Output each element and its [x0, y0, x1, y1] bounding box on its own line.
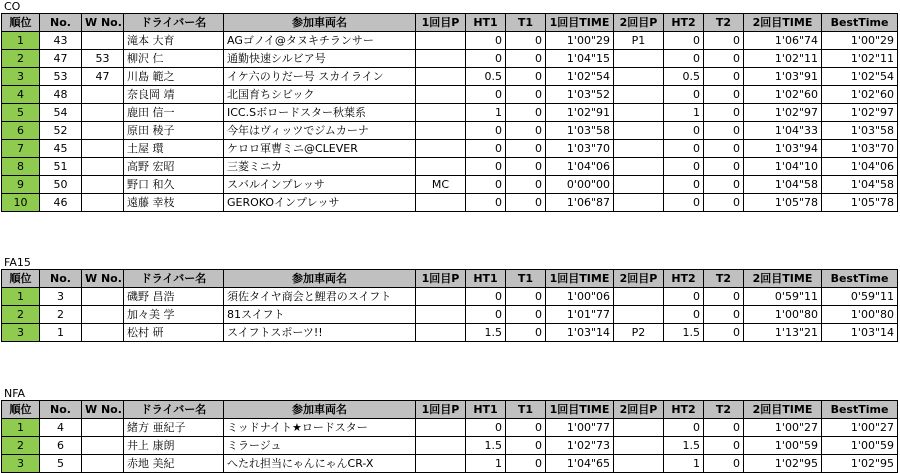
column-header-p2: 2回目P — [614, 401, 664, 419]
cell-time2: 1'06"74 — [744, 32, 822, 50]
cell-best: 1'04"58 — [822, 176, 898, 194]
table-row — [2, 32, 898, 50]
cell-t2: 0 — [704, 68, 744, 86]
cell-time1: 1'04"65 — [546, 455, 614, 473]
cell-p1 — [416, 419, 466, 437]
cell-ht2: 0 — [664, 419, 704, 437]
cell-time2: 1'04"58 — [744, 176, 822, 194]
cell-w-no — [82, 306, 124, 324]
cell-t1: 0 — [506, 306, 546, 324]
cell-p1 — [416, 68, 466, 86]
column-header-w-no: W No. — [82, 401, 124, 419]
column-header-ht2: HT2 — [664, 401, 704, 419]
cell-no: 50 — [40, 176, 82, 194]
section-title: NFA — [4, 387, 26, 400]
column-header-p1: 1回目P — [416, 401, 466, 419]
cell-w-no: 53 — [82, 50, 124, 68]
cell-p1 — [416, 122, 466, 140]
cell-car: スバルインプレッサ — [224, 176, 416, 194]
cell-t2: 0 — [704, 194, 744, 212]
table-row — [2, 419, 898, 437]
column-header-rank: 順位 — [2, 14, 40, 32]
table-row — [2, 455, 898, 473]
cell-best: 1'02"54 — [822, 68, 898, 86]
cell-ht1: 0 — [466, 140, 506, 158]
cell-best: 1'02"11 — [822, 50, 898, 68]
cell-ht2: 0 — [664, 122, 704, 140]
cell-t2: 0 — [704, 324, 744, 342]
results-table — [1, 400, 898, 473]
cell-best: 1'00"29 — [822, 32, 898, 50]
cell-rank: 1 — [2, 419, 40, 437]
cell-p2 — [614, 419, 664, 437]
cell-time2: 1'13"21 — [744, 324, 822, 342]
cell-no: 52 — [40, 122, 82, 140]
cell-car: 三菱ミニカ — [224, 158, 416, 176]
cell-driver: 柳沢 仁 — [124, 50, 224, 68]
cell-t2: 0 — [704, 176, 744, 194]
cell-p2 — [614, 306, 664, 324]
cell-car: 須佐タイヤ商会と鯉君のスイフト — [224, 288, 416, 306]
cell-ht2: 0 — [664, 306, 704, 324]
cell-p2 — [614, 140, 664, 158]
cell-rank: 1 — [2, 288, 40, 306]
cell-rank: 7 — [2, 140, 40, 158]
cell-no: 54 — [40, 104, 82, 122]
cell-rank: 6 — [2, 122, 40, 140]
cell-p1 — [416, 194, 466, 212]
cell-no: 2 — [40, 306, 82, 324]
column-header-rank: 順位 — [2, 401, 40, 419]
column-header-ht2: HT2 — [664, 270, 704, 288]
cell-ht1: 0.5 — [466, 68, 506, 86]
column-header-no: No. — [40, 270, 82, 288]
table-row — [2, 86, 898, 104]
cell-driver: 加々美 学 — [124, 306, 224, 324]
cell-p2 — [614, 86, 664, 104]
cell-ht1: 1.5 — [466, 437, 506, 455]
cell-car: ケロロ軍曹ミニ@CLEVER — [224, 140, 416, 158]
column-header-rank: 順位 — [2, 270, 40, 288]
cell-best: 1'00"59 — [822, 437, 898, 455]
cell-t1: 0 — [506, 176, 546, 194]
cell-t1: 0 — [506, 32, 546, 50]
cell-ht1: 0 — [466, 194, 506, 212]
cell-time2: 1'00"27 — [744, 419, 822, 437]
cell-p2 — [614, 288, 664, 306]
cell-p1 — [416, 104, 466, 122]
cell-time2: 1'02"60 — [744, 86, 822, 104]
cell-driver: 原田 稜子 — [124, 122, 224, 140]
cell-t2: 0 — [704, 50, 744, 68]
cell-car: ミッドナイト★ロードスター — [224, 419, 416, 437]
cell-p1 — [416, 158, 466, 176]
cell-best: 1'03"58 — [822, 122, 898, 140]
cell-ht2: 0 — [664, 50, 704, 68]
cell-rank: 8 — [2, 158, 40, 176]
column-header-car: 参加車両名 — [224, 401, 416, 419]
cell-t1: 0 — [506, 68, 546, 86]
cell-ht1: 1.5 — [466, 324, 506, 342]
column-header-ht1: HT1 — [466, 270, 506, 288]
table-row — [2, 324, 898, 342]
cell-w-no — [82, 419, 124, 437]
table-row — [2, 437, 898, 455]
cell-ht1: 0 — [466, 306, 506, 324]
cell-ht2: 0 — [664, 158, 704, 176]
cell-time2: 1'05"78 — [744, 194, 822, 212]
cell-rank: 10 — [2, 194, 40, 212]
column-header-car: 参加車両名 — [224, 270, 416, 288]
column-header-p2: 2回目P — [614, 14, 664, 32]
cell-p1 — [416, 50, 466, 68]
cell-p2 — [614, 437, 664, 455]
cell-p1 — [416, 306, 466, 324]
cell-time2: 1'02"11 — [744, 50, 822, 68]
results-section — [0, 387, 900, 473]
column-header-t1: T1 — [506, 14, 546, 32]
column-header-t2: T2 — [704, 14, 744, 32]
results-table — [1, 269, 898, 342]
cell-t2: 0 — [704, 306, 744, 324]
section-title: CO — [4, 0, 21, 13]
column-header-best: BestTime — [822, 270, 898, 288]
cell-ht1: 0 — [466, 32, 506, 50]
cell-car: 81スイフト — [224, 306, 416, 324]
cell-ht1: 0 — [466, 288, 506, 306]
cell-ht2: 0 — [664, 86, 704, 104]
cell-time1: 1'03"70 — [546, 140, 614, 158]
cell-p1: MC — [416, 176, 466, 194]
cell-p2 — [614, 158, 664, 176]
cell-time2: 1'02"95 — [744, 455, 822, 473]
cell-rank: 2 — [2, 50, 40, 68]
cell-no: 53 — [40, 68, 82, 86]
cell-car: ICC.Sボロードスター秋葉系 — [224, 104, 416, 122]
cell-p2: P1 — [614, 32, 664, 50]
cell-ht2: 0 — [664, 32, 704, 50]
column-header-driver: ドライバー名 — [124, 270, 224, 288]
column-header-best: BestTime — [822, 14, 898, 32]
cell-ht2: 1 — [664, 104, 704, 122]
column-header-t1: T1 — [506, 401, 546, 419]
cell-driver: 滝本 大育 — [124, 32, 224, 50]
cell-best: 1'02"60 — [822, 86, 898, 104]
cell-ht2: 0 — [664, 176, 704, 194]
cell-time1: 1'00"77 — [546, 419, 614, 437]
column-header-car: 参加車両名 — [224, 14, 416, 32]
cell-time1: 1'04"06 — [546, 158, 614, 176]
column-header-w-no: W No. — [82, 14, 124, 32]
cell-t1: 0 — [506, 158, 546, 176]
cell-rank: 4 — [2, 86, 40, 104]
cell-p1 — [416, 455, 466, 473]
cell-w-no — [82, 32, 124, 50]
column-header-no: No. — [40, 14, 82, 32]
table-row — [2, 158, 898, 176]
cell-car: ミラージュ — [224, 437, 416, 455]
cell-t1: 0 — [506, 324, 546, 342]
cell-w-no — [82, 86, 124, 104]
cell-p1 — [416, 86, 466, 104]
cell-rank: 2 — [2, 437, 40, 455]
cell-ht1: 1 — [466, 104, 506, 122]
cell-t2: 0 — [704, 455, 744, 473]
cell-w-no — [82, 288, 124, 306]
cell-w-no — [82, 140, 124, 158]
cell-t1: 0 — [506, 122, 546, 140]
column-header-ht1: HT1 — [466, 401, 506, 419]
column-header-time1: 1回目TIME — [546, 14, 614, 32]
cell-t1: 0 — [506, 419, 546, 437]
cell-ht2: 1.5 — [664, 324, 704, 342]
cell-t2: 0 — [704, 140, 744, 158]
cell-time1: 1'02"73 — [546, 437, 614, 455]
results-section — [0, 0, 900, 212]
cell-p1 — [416, 288, 466, 306]
cell-no: 43 — [40, 32, 82, 50]
cell-driver: 川島 範之 — [124, 68, 224, 86]
table-row — [2, 194, 898, 212]
cell-car: 今年はヴィッツでジムカーナ — [224, 122, 416, 140]
cell-p2 — [614, 50, 664, 68]
cell-ht2: 1.5 — [664, 437, 704, 455]
cell-rank: 3 — [2, 324, 40, 342]
cell-best: 1'00"27 — [822, 419, 898, 437]
cell-ht1: 0 — [466, 50, 506, 68]
cell-no: 46 — [40, 194, 82, 212]
cell-p1 — [416, 324, 466, 342]
table-row — [2, 306, 898, 324]
cell-driver: 遠藤 幸枝 — [124, 194, 224, 212]
cell-time1: 0'00"00 — [546, 176, 614, 194]
cell-t2: 0 — [704, 288, 744, 306]
cell-no: 48 — [40, 86, 82, 104]
cell-t1: 0 — [506, 86, 546, 104]
cell-time1: 1'00"06 — [546, 288, 614, 306]
cell-time1: 1'03"14 — [546, 324, 614, 342]
cell-time2: 1'00"59 — [744, 437, 822, 455]
table-row — [2, 104, 898, 122]
section-title: FA15 — [4, 256, 31, 269]
column-header-driver: ドライバー名 — [124, 401, 224, 419]
cell-rank: 1 — [2, 32, 40, 50]
cell-ht2: 0 — [664, 140, 704, 158]
cell-w-no — [82, 324, 124, 342]
cell-driver: 鹿田 信一 — [124, 104, 224, 122]
cell-t1: 0 — [506, 104, 546, 122]
cell-time2: 1'02"97 — [744, 104, 822, 122]
cell-best: 1'05"78 — [822, 194, 898, 212]
cell-rank: 3 — [2, 68, 40, 86]
cell-car: 通勤快速シルビア号 — [224, 50, 416, 68]
cell-t1: 0 — [506, 455, 546, 473]
cell-time1: 1'01"77 — [546, 306, 614, 324]
cell-driver: 奈良岡 靖 — [124, 86, 224, 104]
results-section — [0, 256, 900, 342]
cell-time1: 1'06"87 — [546, 194, 614, 212]
cell-p2 — [614, 68, 664, 86]
cell-t2: 0 — [704, 86, 744, 104]
column-header-p2: 2回目P — [614, 270, 664, 288]
cell-rank: 3 — [2, 455, 40, 473]
cell-driver: 松村 研 — [124, 324, 224, 342]
cell-no: 45 — [40, 140, 82, 158]
cell-time2: 1'03"91 — [744, 68, 822, 86]
cell-t2: 0 — [704, 437, 744, 455]
column-header-time2: 2回目TIME — [744, 14, 822, 32]
cell-p1 — [416, 437, 466, 455]
column-header-t2: T2 — [704, 270, 744, 288]
column-header-p1: 1回目P — [416, 270, 466, 288]
column-header-time1: 1回目TIME — [546, 401, 614, 419]
cell-time1: 1'03"58 — [546, 122, 614, 140]
cell-car: AGゴノイ@タヌキチランサー — [224, 32, 416, 50]
cell-no: 1 — [40, 324, 82, 342]
cell-car: スイフトスポーツ!! — [224, 324, 416, 342]
cell-best: 1'02"95 — [822, 455, 898, 473]
cell-ht1: 0 — [466, 86, 506, 104]
cell-time2: 1'00"80 — [744, 306, 822, 324]
cell-w-no — [82, 194, 124, 212]
cell-t2: 0 — [704, 158, 744, 176]
cell-time2: 1'03"94 — [744, 140, 822, 158]
cell-t1: 0 — [506, 194, 546, 212]
cell-driver: 井上 康朗 — [124, 437, 224, 455]
cell-p1 — [416, 140, 466, 158]
header-row — [2, 14, 898, 32]
column-header-time2: 2回目TIME — [744, 401, 822, 419]
cell-t2: 0 — [704, 122, 744, 140]
cell-time1: 1'04"15 — [546, 50, 614, 68]
column-header-p1: 1回目P — [416, 14, 466, 32]
cell-no: 47 — [40, 50, 82, 68]
cell-p1 — [416, 32, 466, 50]
cell-car: GEROKOインプレッサ — [224, 194, 416, 212]
cell-rank: 9 — [2, 176, 40, 194]
cell-w-no: 47 — [82, 68, 124, 86]
cell-rank: 5 — [2, 104, 40, 122]
results-table — [1, 13, 898, 212]
cell-time1: 1'02"54 — [546, 68, 614, 86]
cell-no: 5 — [40, 455, 82, 473]
cell-driver: 野口 和久 — [124, 176, 224, 194]
cell-t2: 0 — [704, 104, 744, 122]
column-header-ht1: HT1 — [466, 14, 506, 32]
cell-best: 1'00"80 — [822, 306, 898, 324]
cell-p2 — [614, 194, 664, 212]
cell-best: 0'59"11 — [822, 288, 898, 306]
cell-p2 — [614, 104, 664, 122]
cell-best: 1'03"14 — [822, 324, 898, 342]
cell-t1: 0 — [506, 288, 546, 306]
column-header-w-no: W No. — [82, 270, 124, 288]
column-header-best: BestTime — [822, 401, 898, 419]
cell-ht1: 0 — [466, 158, 506, 176]
cell-w-no — [82, 176, 124, 194]
cell-w-no — [82, 122, 124, 140]
column-header-ht2: HT2 — [664, 14, 704, 32]
cell-t1: 0 — [506, 437, 546, 455]
table-row — [2, 140, 898, 158]
cell-driver: 赤地 美紀 — [124, 455, 224, 473]
cell-w-no — [82, 104, 124, 122]
cell-no: 6 — [40, 437, 82, 455]
table-row — [2, 122, 898, 140]
cell-driver: 高野 宏昭 — [124, 158, 224, 176]
table-row — [2, 176, 898, 194]
cell-no: 4 — [40, 419, 82, 437]
cell-ht1: 0 — [466, 176, 506, 194]
header-row — [2, 270, 898, 288]
table-row — [2, 288, 898, 306]
cell-ht2: 1 — [664, 455, 704, 473]
cell-driver: 磯野 昌浩 — [124, 288, 224, 306]
cell-ht1: 0 — [466, 122, 506, 140]
cell-t1: 0 — [506, 140, 546, 158]
cell-best: 1'02"97 — [822, 104, 898, 122]
cell-w-no — [82, 455, 124, 473]
cell-p2 — [614, 122, 664, 140]
cell-car: イケ六のりだー号 スカイライン — [224, 68, 416, 86]
cell-driver: 緒方 亜紀子 — [124, 419, 224, 437]
column-header-driver: ドライバー名 — [124, 14, 224, 32]
cell-ht2: 0 — [664, 288, 704, 306]
cell-ht2: 0.5 — [664, 68, 704, 86]
cell-w-no — [82, 158, 124, 176]
cell-time1: 1'02"91 — [546, 104, 614, 122]
cell-t2: 0 — [704, 32, 744, 50]
cell-driver: 土屋 環 — [124, 140, 224, 158]
table-row — [2, 68, 898, 86]
column-header-t2: T2 — [704, 401, 744, 419]
column-header-time1: 1回目TIME — [546, 270, 614, 288]
cell-time2: 1'04"10 — [744, 158, 822, 176]
cell-ht2: 0 — [664, 194, 704, 212]
cell-rank: 2 — [2, 306, 40, 324]
cell-time2: 1'04"33 — [744, 122, 822, 140]
cell-ht1: 1 — [466, 455, 506, 473]
cell-t2: 0 — [704, 419, 744, 437]
header-row — [2, 401, 898, 419]
cell-p2: P2 — [614, 324, 664, 342]
cell-t1: 0 — [506, 50, 546, 68]
cell-p2 — [614, 455, 664, 473]
cell-best: 1'03"70 — [822, 140, 898, 158]
cell-car: へたれ担当にゃんにゃんCR-X — [224, 455, 416, 473]
cell-time1: 1'00"29 — [546, 32, 614, 50]
cell-time2: 0'59"11 — [744, 288, 822, 306]
cell-best: 1'04"06 — [822, 158, 898, 176]
cell-time1: 1'03"52 — [546, 86, 614, 104]
column-header-time2: 2回目TIME — [744, 270, 822, 288]
cell-no: 51 — [40, 158, 82, 176]
cell-no: 3 — [40, 288, 82, 306]
cell-car: 北国育ちシビック — [224, 86, 416, 104]
column-header-t1: T1 — [506, 270, 546, 288]
cell-p2 — [614, 176, 664, 194]
cell-ht1: 0 — [466, 419, 506, 437]
cell-w-no — [82, 437, 124, 455]
table-row — [2, 50, 898, 68]
column-header-no: No. — [40, 401, 82, 419]
